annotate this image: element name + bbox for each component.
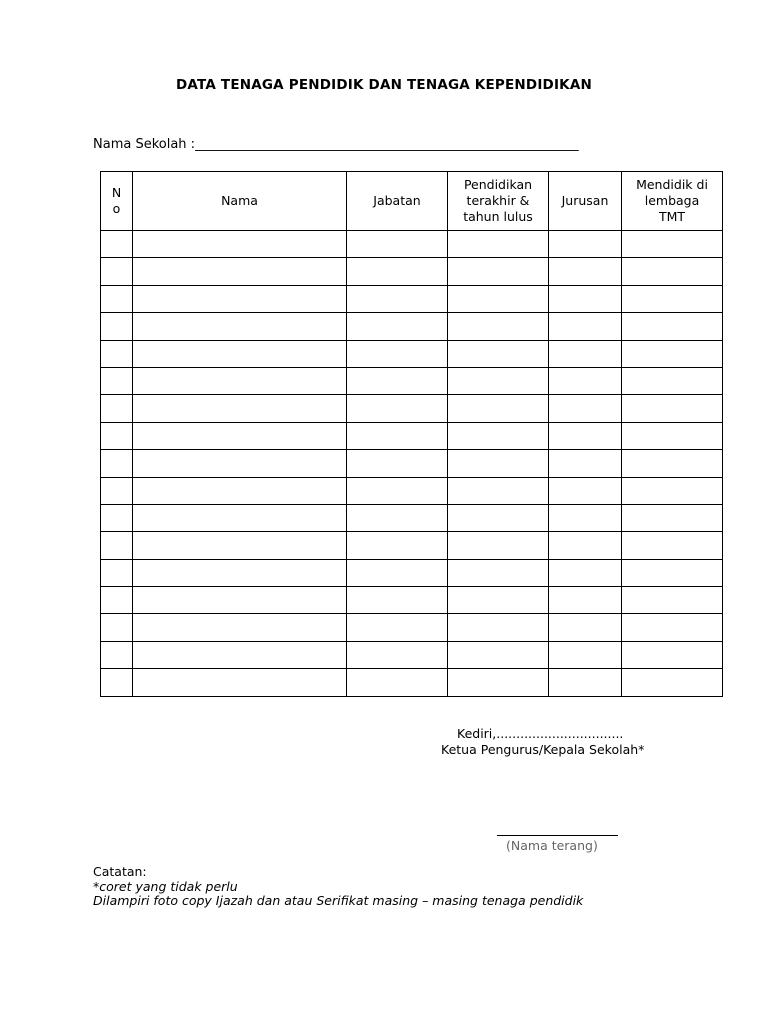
table-cell[interactable] xyxy=(347,559,448,586)
table-cell[interactable] xyxy=(101,641,133,668)
table-row xyxy=(101,313,723,340)
table-cell[interactable] xyxy=(101,422,133,449)
table-cell[interactable] xyxy=(347,422,448,449)
header-nama: Nama xyxy=(133,172,347,231)
header-jurusan: Jurusan xyxy=(549,172,622,231)
table-cell[interactable] xyxy=(347,450,448,477)
table-cell[interactable] xyxy=(133,532,347,559)
table-cell[interactable] xyxy=(448,285,549,312)
table-cell[interactable] xyxy=(133,367,347,394)
table-row xyxy=(101,395,723,422)
table-cell[interactable] xyxy=(133,258,347,285)
table-cell[interactable] xyxy=(347,477,448,504)
table-cell[interactable] xyxy=(347,532,448,559)
table-cell[interactable] xyxy=(347,258,448,285)
table-cell[interactable] xyxy=(622,395,723,422)
table-cell[interactable] xyxy=(101,614,133,641)
header-mendidik: Mendidik di lembaga TMT xyxy=(622,172,723,231)
header-pendidikan: Pendidikan terakhir & tahun lulus xyxy=(448,172,549,231)
table-cell[interactable] xyxy=(133,504,347,531)
table-cell[interactable] xyxy=(101,504,133,531)
table-row xyxy=(101,559,723,586)
table-cell[interactable] xyxy=(101,258,133,285)
table-cell[interactable] xyxy=(622,669,723,696)
notes-line-2: Dilampiri foto copy Ijazah dan atau Serifikat masing – masing tenaga pendidik xyxy=(93,893,584,908)
table-cell[interactable] xyxy=(549,367,622,394)
table-cell[interactable] xyxy=(622,367,723,394)
table-row xyxy=(101,614,723,641)
table-cell[interactable] xyxy=(549,641,622,668)
table-cell[interactable] xyxy=(448,641,549,668)
table-cell[interactable] xyxy=(622,477,723,504)
table-cell[interactable] xyxy=(133,641,347,668)
table-row xyxy=(101,669,723,696)
table-cell[interactable] xyxy=(448,231,549,258)
table-cell[interactable] xyxy=(101,587,133,614)
table-cell[interactable] xyxy=(622,313,723,340)
table-cell[interactable] xyxy=(622,504,723,531)
table-cell[interactable] xyxy=(133,231,347,258)
table-cell[interactable] xyxy=(549,559,622,586)
table-cell[interactable] xyxy=(448,587,549,614)
header-no: N o xyxy=(101,172,133,231)
table-cell[interactable] xyxy=(622,285,723,312)
table-cell[interactable] xyxy=(133,587,347,614)
table-cell[interactable] xyxy=(101,313,133,340)
table-cell[interactable] xyxy=(549,395,622,422)
table-cell[interactable] xyxy=(101,532,133,559)
table-cell[interactable] xyxy=(549,532,622,559)
table-cell[interactable] xyxy=(347,641,448,668)
table-cell[interactable] xyxy=(622,340,723,367)
table-cell[interactable] xyxy=(549,313,622,340)
table-cell[interactable] xyxy=(347,313,448,340)
table-cell[interactable] xyxy=(448,504,549,531)
table-cell[interactable] xyxy=(101,285,133,312)
table-row xyxy=(101,258,723,285)
table-cell[interactable] xyxy=(448,367,549,394)
signature-name-hint: (Nama terang) xyxy=(506,838,598,853)
table-cell[interactable] xyxy=(347,614,448,641)
school-name-line xyxy=(93,137,579,152)
table-cell[interactable] xyxy=(347,669,448,696)
table-cell[interactable] xyxy=(347,340,448,367)
table-cell[interactable] xyxy=(101,477,133,504)
table-row xyxy=(101,477,723,504)
school-name-blank[interactable]: ___________________________________________________________ xyxy=(195,137,579,152)
table-row xyxy=(101,340,723,367)
table-cell[interactable] xyxy=(347,395,448,422)
signature-place-date: Kediri,................................ xyxy=(457,726,624,741)
table-cell[interactable] xyxy=(101,231,133,258)
table-row xyxy=(101,367,723,394)
table-row xyxy=(101,231,723,258)
table-cell[interactable] xyxy=(133,285,347,312)
table-cell[interactable] xyxy=(448,258,549,285)
table-cell[interactable] xyxy=(448,669,549,696)
table-cell[interactable] xyxy=(448,422,549,449)
table-cell[interactable] xyxy=(101,559,133,586)
signature-role: Ketua Pengurus/Kepala Sekolah* xyxy=(441,742,645,757)
table-cell[interactable] xyxy=(133,340,347,367)
table-cell[interactable] xyxy=(448,614,549,641)
notes-line-1: *coret yang tidak perlu xyxy=(93,878,238,894)
school-name-label: Nama Sekolah : xyxy=(93,137,196,152)
notes-heading: Catatan: xyxy=(93,864,147,879)
signature-line xyxy=(497,835,618,836)
table-cell[interactable] xyxy=(549,669,622,696)
table-cell[interactable] xyxy=(549,422,622,449)
table-cell[interactable] xyxy=(622,231,723,258)
table-cell[interactable] xyxy=(448,395,549,422)
staff-data-table xyxy=(100,171,723,697)
table-row xyxy=(101,422,723,449)
table-cell[interactable] xyxy=(347,367,448,394)
table-cell[interactable] xyxy=(133,477,347,504)
header-jabatan: Jabatan xyxy=(347,172,448,231)
table-cell[interactable] xyxy=(133,614,347,641)
table-cell[interactable] xyxy=(448,450,549,477)
table-cell[interactable] xyxy=(101,669,133,696)
table-cell[interactable] xyxy=(549,231,622,258)
table-cell[interactable] xyxy=(448,532,549,559)
table-cell[interactable] xyxy=(133,313,347,340)
table-row xyxy=(101,450,723,477)
table-cell[interactable] xyxy=(622,559,723,586)
table-cell[interactable] xyxy=(622,641,723,668)
table-cell[interactable] xyxy=(622,422,723,449)
table-cell[interactable] xyxy=(133,395,347,422)
table-cell[interactable] xyxy=(549,614,622,641)
table-cell[interactable] xyxy=(101,340,133,367)
document-title: DATA TENAGA PENDIDIK DAN TENAGA KEPENDIDIKAN xyxy=(176,77,592,93)
table-cell[interactable] xyxy=(133,422,347,449)
table-row xyxy=(101,587,723,614)
table-cell[interactable] xyxy=(347,285,448,312)
table-row xyxy=(101,504,723,531)
table-cell[interactable] xyxy=(448,313,549,340)
table-cell[interactable] xyxy=(448,340,549,367)
table-cell[interactable] xyxy=(133,450,347,477)
table-cell[interactable] xyxy=(101,395,133,422)
table-cell[interactable] xyxy=(622,258,723,285)
table-cell[interactable] xyxy=(133,669,347,696)
table-cell[interactable] xyxy=(347,231,448,258)
table-cell[interactable] xyxy=(448,559,549,586)
table-cell[interactable] xyxy=(622,587,723,614)
table-cell[interactable] xyxy=(133,559,347,586)
table-row xyxy=(101,641,723,668)
table-cell[interactable] xyxy=(622,614,723,641)
table-cell[interactable] xyxy=(101,367,133,394)
table-body xyxy=(101,231,723,697)
table-cell[interactable] xyxy=(549,587,622,614)
table-cell[interactable] xyxy=(549,258,622,285)
notes-section xyxy=(93,865,583,909)
table-cell[interactable] xyxy=(549,450,622,477)
table-cell[interactable] xyxy=(549,504,622,531)
table-cell[interactable] xyxy=(448,477,549,504)
table-row xyxy=(101,532,723,559)
table-cell[interactable] xyxy=(622,532,723,559)
table-cell[interactable] xyxy=(347,587,448,614)
table-cell[interactable] xyxy=(347,504,448,531)
table-cell[interactable] xyxy=(549,285,622,312)
table-cell[interactable] xyxy=(549,477,622,504)
table-cell[interactable] xyxy=(549,340,622,367)
table-cell[interactable] xyxy=(622,450,723,477)
table-row xyxy=(101,285,723,312)
table-header-row xyxy=(101,172,723,231)
table-cell[interactable] xyxy=(101,450,133,477)
